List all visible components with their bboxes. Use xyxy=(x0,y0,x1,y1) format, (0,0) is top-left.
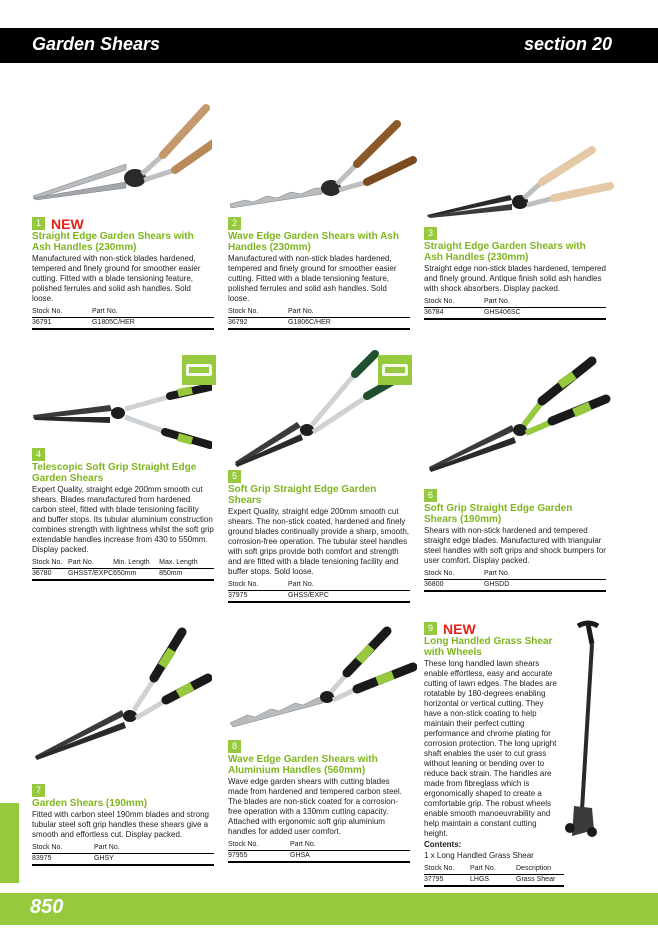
product-card xyxy=(228,215,410,330)
product-title: Telescopic Soft Grip Straight Edge Garden Shears xyxy=(32,462,197,484)
product-title: Soft Grip Straight Edge Garden Shears xyxy=(228,484,377,506)
part-header: Part No. xyxy=(288,308,410,318)
product-card xyxy=(32,215,214,330)
page-header xyxy=(0,28,658,63)
product-image-1 xyxy=(30,100,212,215)
product-number: 8 xyxy=(228,740,241,753)
product-title: Soft Grip Straight Edge Garden Shears (190mm) xyxy=(424,503,573,525)
product-card xyxy=(32,446,214,581)
product-image-8 xyxy=(227,625,417,729)
product-number: 7 xyxy=(32,784,45,797)
part-header: Part No. xyxy=(484,570,606,580)
product-description: Manufactured with non-stick blades hardened, tempered and finely ground for smoother easier cutting. Fitted with a blade tensioning feature, polished ferrules and solid ash handles. Sold loose. xyxy=(32,254,201,303)
product-table xyxy=(228,841,410,863)
product-title: Long Handled Grass Shear with Wheels xyxy=(424,636,553,658)
part-header: Part No. xyxy=(288,581,410,591)
part-number: GHSA xyxy=(290,851,410,863)
part-number: GHSST/EXPC xyxy=(68,569,113,581)
description-value: Grass Shear xyxy=(516,875,564,887)
part-number: GHS406SC xyxy=(484,308,606,320)
product-description: These long handled lawn shears enable effortless, easy and accurate cutting of lawn edges. The blades are rotatable by 180-degrees enabling horizontal or vertical cutting. They have a non-stick coating to help maintain their perfect cutting performance and chrome plating for corrosion protection. The long upright shaft enables the user to cut grass without leaning or bending over to reduce back strain. The handles are made from fibreglass which is ergonomically shaped to create a comfortable grip. The robust wheels enable smooth manoeuvrability and help maintain a constant cutting height. xyxy=(424,659,557,838)
stock-number: 36791 xyxy=(32,318,92,330)
stock-number: 36792 xyxy=(228,318,288,330)
stock-number: 83975 xyxy=(32,854,94,866)
product-description: Manufactured with non-stick blades hardened, tempered and finely ground for smoother easier cutting. Fitted with a blade tensioning feature, polished ferrules and solid ash handles. Sold loose. xyxy=(228,254,397,303)
product-title: Garden Shears (190mm) xyxy=(32,798,148,809)
stock-header: Stock No. xyxy=(228,841,290,851)
product-table xyxy=(228,308,410,330)
product-card xyxy=(424,487,606,592)
product-number: 1 xyxy=(32,217,45,230)
product-image-7 xyxy=(30,622,212,762)
product-description: Shears with non-stick hardened and tempered straight edge blades. Manufactured with triangular steel handles with soft grips and shock bumpers for user comfort. Display packed. xyxy=(424,526,606,565)
stock-number: 97955 xyxy=(228,851,290,863)
part-header: Part No. xyxy=(470,865,516,875)
product-description: Expert Quality, straight edge 200mm smooth cut shears. Blades manufactured from hardened carbon steel, fitted with blade tensioning facility and buffer stops. Its tubular aluminium construction combines strength with lightness whilst the soft grip extendable handles increase from 430 to 550mm. Display packed. xyxy=(32,485,214,554)
stock-header: Stock No. xyxy=(32,844,94,854)
stock-header: Stock No. xyxy=(228,581,288,591)
product-description: Straight edge non-stick blades hardened, tempered and finely ground. Antique finish solid ash handles with shock absorbers. Display packed. xyxy=(424,264,606,293)
product-table xyxy=(32,844,214,866)
expert-badge-5 xyxy=(378,355,412,385)
part-number: G1805C/HER xyxy=(92,318,214,330)
product-image-2 xyxy=(227,118,417,213)
product-number: 4 xyxy=(32,448,45,461)
stock-number: 36784 xyxy=(424,308,484,320)
product-number: 9 xyxy=(424,622,437,635)
part-header: Part No. xyxy=(290,841,410,851)
product-image-3 xyxy=(424,140,614,222)
product-number: 6 xyxy=(424,489,437,502)
part-number: G1806C/HER xyxy=(288,318,410,330)
max-length-header: Max. Length xyxy=(159,559,214,569)
stock-header: Stock No. xyxy=(424,298,484,308)
stock-header: Stock No. xyxy=(32,308,92,318)
product-image-6 xyxy=(424,355,614,475)
part-header: Part No. xyxy=(92,308,214,318)
product-table xyxy=(228,581,410,603)
stock-header: Stock No. xyxy=(424,570,484,580)
product-card xyxy=(424,620,606,887)
max-length: 850mm xyxy=(159,569,214,581)
expert-badge-4 xyxy=(182,355,216,385)
contents-label: Contents: xyxy=(424,840,462,849)
part-number: LHGS xyxy=(470,875,516,887)
product-title: Wave Edge Garden Shears with Aluminium Handles (560mm) xyxy=(228,754,378,776)
product-table xyxy=(424,865,564,887)
product-table xyxy=(424,570,606,592)
page-number: 850 xyxy=(30,896,64,918)
product-title: Straight Edge Garden Shears with Ash Handles (230mm) xyxy=(424,241,586,263)
stock-number: 36780 xyxy=(32,569,68,581)
stock-number: 37975 xyxy=(228,591,288,603)
section-side-tab xyxy=(0,803,19,883)
product-card xyxy=(228,738,410,863)
stock-number: 37795 xyxy=(424,875,470,887)
part-number: GHSDD xyxy=(484,580,606,592)
part-number: GHSY xyxy=(94,854,214,866)
stock-header: Stock No. xyxy=(32,559,68,569)
stock-header: Stock No. xyxy=(424,865,470,875)
product-image-4 xyxy=(30,385,212,449)
product-number: 5 xyxy=(228,470,241,483)
product-description: Wave edge garden shears with cutting blades made from hardened and tempered carbon steel. The blades are non-stick coated for a corrosion-free operation with a 130mm cutting capacity. Attached with ergonomic soft grip aluminium handles for added user comfort. xyxy=(228,777,402,836)
product-card xyxy=(228,468,410,603)
page-footer xyxy=(0,893,658,925)
new-tag: NEW xyxy=(51,215,84,232)
product-table xyxy=(424,298,606,320)
new-tag: NEW xyxy=(443,620,476,637)
description-header: Description xyxy=(516,865,564,875)
part-number: GHSS/EXPC xyxy=(288,591,410,603)
product-card xyxy=(32,782,214,866)
product-number: 3 xyxy=(424,227,437,240)
min-length-header: Min. Length xyxy=(113,559,159,569)
product-title: Wave Edge Garden Shears with Ash Handles (230mm) xyxy=(228,231,399,253)
product-description: Expert Quality, straight edge 200mm smooth cut shears. The non-stick coated, hardened and finely ground blades continually provide a sharp, smooth, corrosion-free operation. The tubular steel handles with soft grips provide both comfort and strength and are fitted with a blade tensioning facility and buffer stops. Sold loose. xyxy=(228,507,409,576)
part-header: Part No. xyxy=(94,844,214,854)
product-table xyxy=(32,559,214,581)
product-number: 2 xyxy=(228,217,241,230)
stock-header: Stock No. xyxy=(228,308,288,318)
part-header: Part No. xyxy=(484,298,606,308)
part-header: Part No. xyxy=(68,559,113,569)
product-description: Fitted with carbon steel 190mm blades and strong tubular steel soft grip handles these shears give a smooth and effortless cut. Display packed. xyxy=(32,810,209,839)
product-title: Straight Edge Garden Shears with Ash Handles (230mm) xyxy=(32,231,194,253)
page-title: Garden Shears xyxy=(32,34,161,54)
stock-number: 36800 xyxy=(424,580,484,592)
contents-value: 1 x Long Handled Grass Shear xyxy=(424,851,534,860)
product-card xyxy=(424,225,606,320)
product-table xyxy=(32,308,214,330)
section-label: section 20 xyxy=(523,34,612,54)
min-length: 650mm xyxy=(113,569,159,581)
